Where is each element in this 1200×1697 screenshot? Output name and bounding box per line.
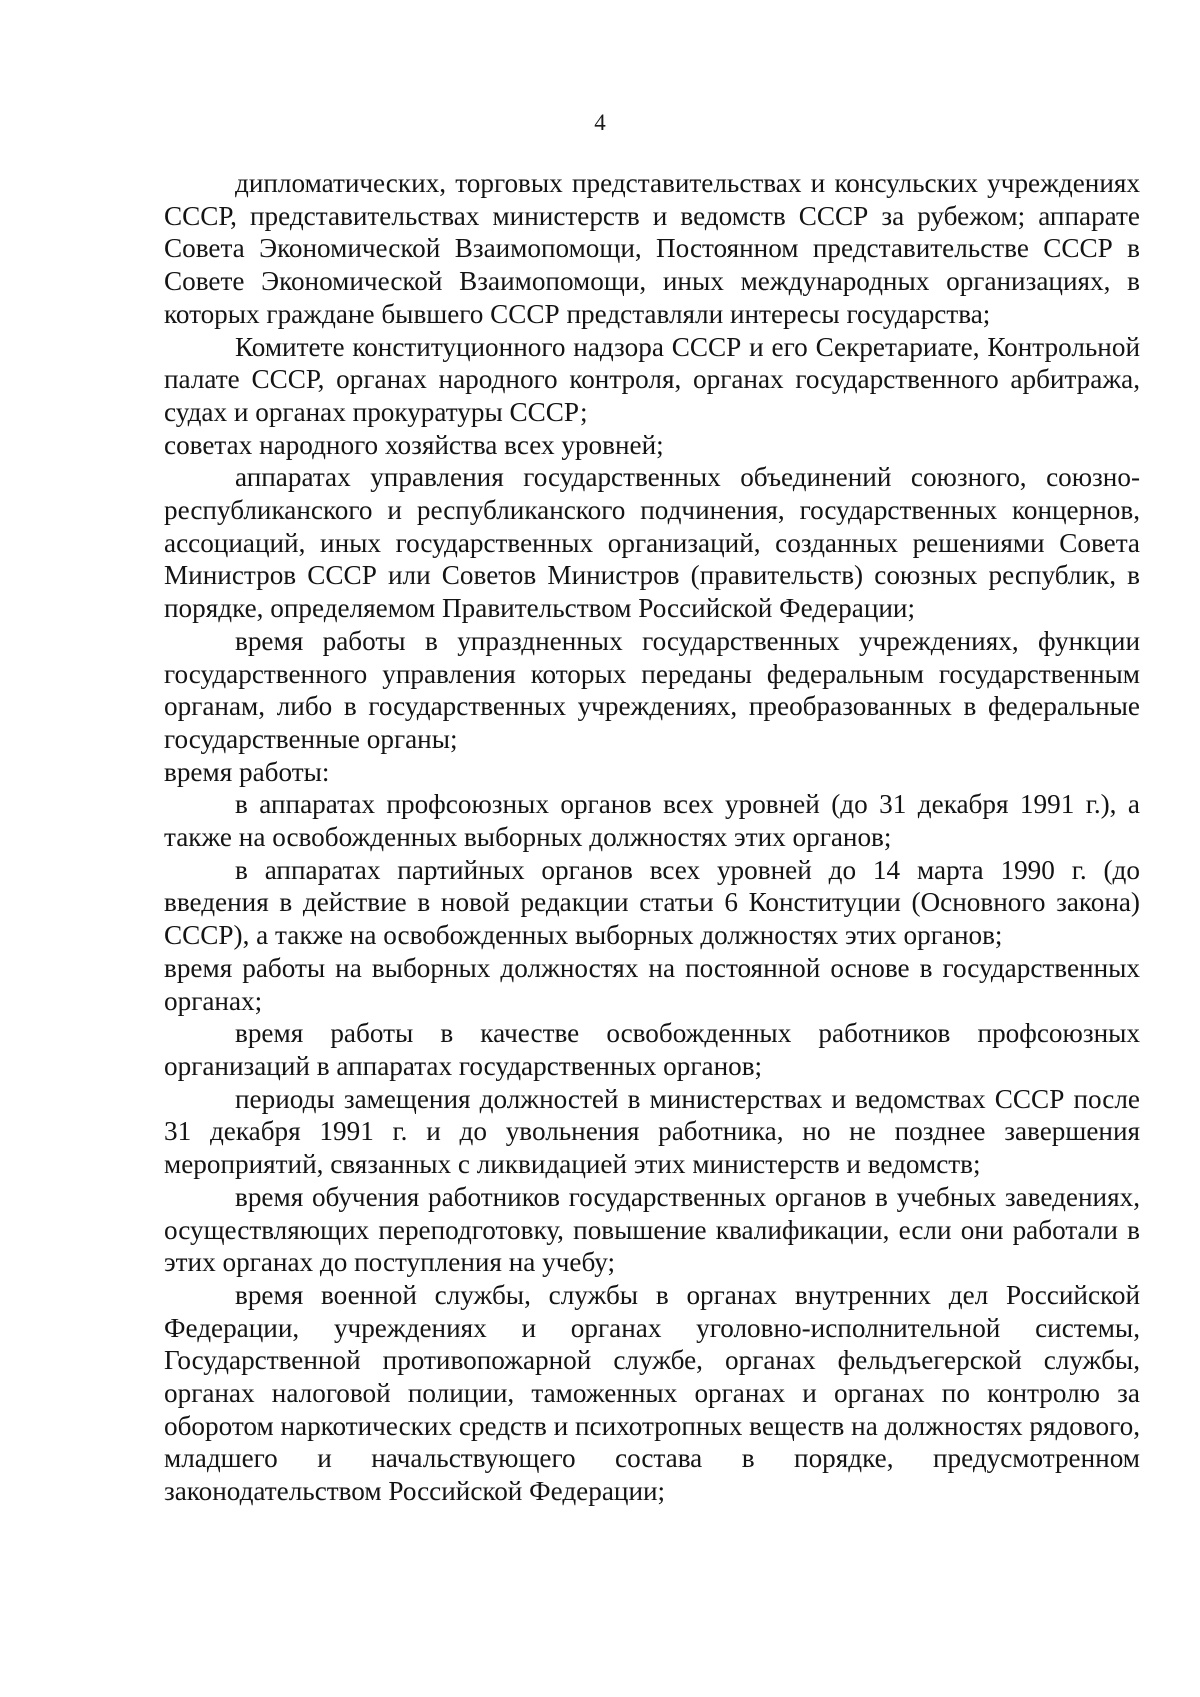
paragraph: аппаратах управления государственных объединений союзного, союзно-республиканского и республиканского подчинения, государственных концернов, ассоциаций, иных государственных организаций, созданных решениями Совета Министров СССР или Советов Министров (правительств) союзных республик, в порядке, определяемом Правительством Российской Федерации;	[164, 462, 1140, 624]
paragraph: время работы в упраздненных государственных учреждениях, функции государственного управления которых переданы федеральным государственным органам, либо в государственных учреждениях, преобразованных в федеральные государственные органы;	[164, 625, 1140, 754]
paragraph: в аппаратах профсоюзных органов всех уровней (до 31 декабря 1991 г.), а также на освобожденных выборных должностях этих органов;	[164, 789, 1140, 853]
paragraph: советах народного хозяйства всех уровней;	[164, 429, 664, 460]
page-number: 4	[594, 110, 606, 135]
paragraph: Комитете конституционного надзора СССР и его Секретариате, Контрольной палате СССР, органах народного контроля, органах государственного арбитража, судах и органах прокуратуры СССР;	[164, 331, 1140, 427]
document-body	[164, 167, 1140, 1508]
paragraph: периоды замещения должностей в министерствах и ведомствах СССР после 31 декабря 1991 г. и до увольнения работника, но не позднее завершения мероприятий, связанных с ликвидацией этих министерств и ведомств;	[164, 1083, 1140, 1180]
paragraph: время работы в качестве освобожденных работников профсоюзных организаций в аппаратах государственных органов;	[164, 1018, 1140, 1081]
paragraph: время обучения работников государственных органов в учебных заведениях, осуществляющих переподготовку, повышение квалификации, если они работали в этих органах до поступления на учебу;	[164, 1181, 1140, 1278]
paragraph: время работы на выборных должностях на постоянной основе в государственных органах;	[164, 952, 1140, 1016]
paragraph: дипломатических, торговых представительствах и консульских учреждениях СССР, представительствах министерств и ведомств СССР за рубежом; аппарате Совета Экономической Взаимопомощи, Постоянном представительстве СССР в Совете Экономической Взаимопомощи, иных международных организациях, в которых граждане бывшего СССР представляли интересы государства;	[164, 168, 1140, 329]
paragraph: время военной службы, службы в органах внутренних дел Российской Федерации, учреждениях и органах уголовно-исполнительной системы, Государственной противопожарной службе, органах фельдъегерской службы, органах налоговой полиции, таможенных органах и органах по контролю за оборотом наркотических средств и психотропных веществ на должностях рядового, младшего и начальствующего состава в порядке, предусмотренном законодательством Российской Федерации;	[164, 1279, 1140, 1507]
paragraph: в аппаратах партийных органов всех уровней до 14 марта 1990 г. (до введения в действие в новой редакции статьи 6 Конституции (Основного закона) СССР), а также на освобожденных выборных должностях этих органов;	[164, 854, 1140, 951]
paragraph: время работы:	[164, 756, 330, 787]
